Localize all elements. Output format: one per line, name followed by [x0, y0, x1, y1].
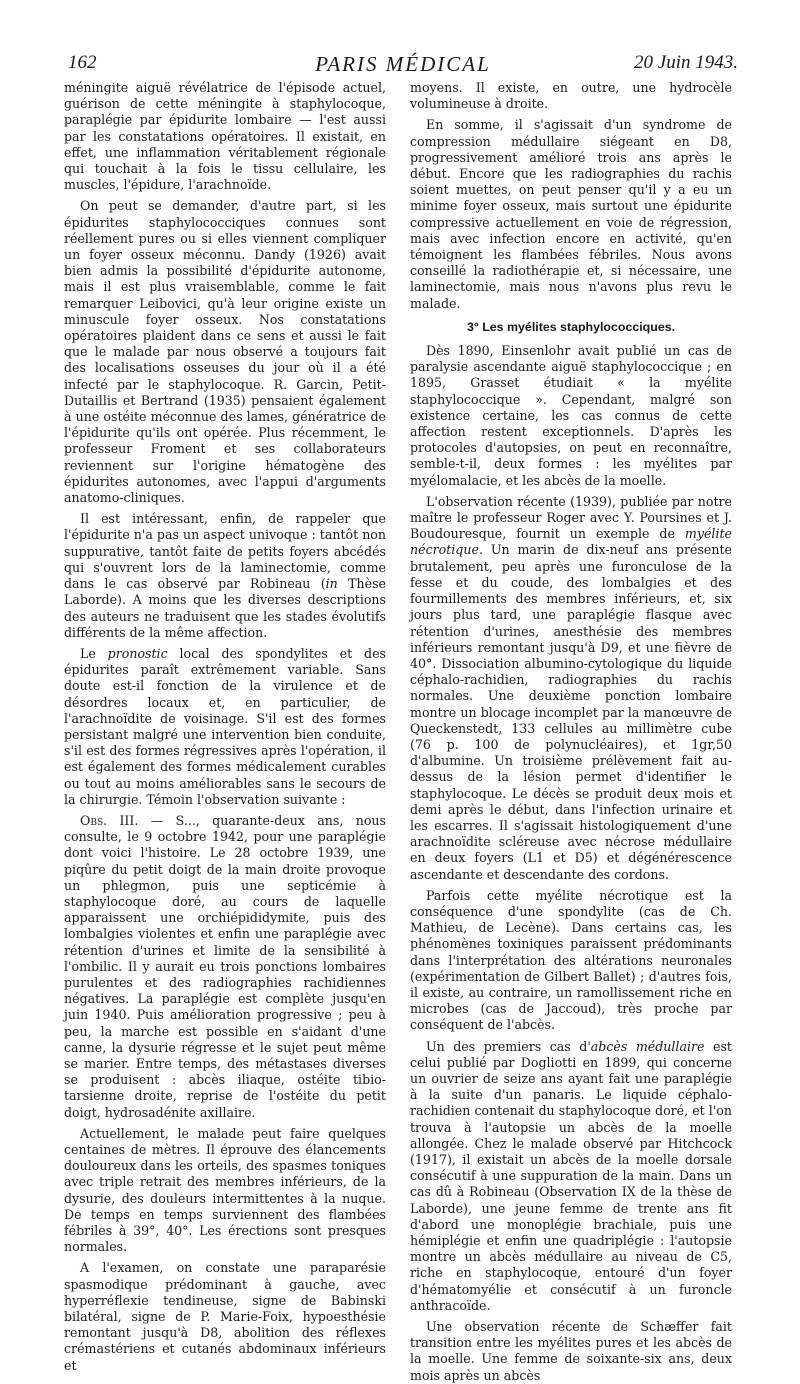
observation-paragraph: Obs. III. — S..., quarante-deux ans, nous consulte, le 9 octobre 1942, pour une paraplégie dont voici l'histoire. Le 28 octobre 1939, une piqûre du petit doigt de la main droite provoque un phlegmon, puis une septicémie à staphylocoque doré, au cours de laquelle apparaissent une orchiépididymite, puis des lombalgies violentes et enfin une paraplégie avec rétention d'urines et limite de la sensibilité à l'ombilic. Il y aurait eu trois ponctions lombaires purulentes et des radiographies rachidiennes négatives. La paraplégie est complète jusqu'en juin 1940. Puis amélioration progressive ; peu à peu, la marche est possible en s'aidant d'une canne, la dysurie régresse et le sujet peut même se marier. Entre temps, des métastases diverses se produisent : abcès iliaque, ostéite tibio-tarsienne droite, reprise de l'ostéite du petit doigt, hydrosadénite axillaire.	[64, 812, 386, 1120]
issue-date: 20 Juin 1943.	[634, 52, 738, 73]
paragraph: A l'examen, on constate une paraparésie spasmodique prédominant à gauche, avec hyperréflexie tendineuse, signe de Babinski bilatéral, signe de P. Marie-Foix, hypoesthésie remontant jusqu'à D8, abolition des réflexes crémastériens et cutanés abdominaux inférieurs et	[64, 1260, 386, 1373]
right-column	[410, 80, 732, 1383]
paragraph: On peut se demander, d'autre part, si les épidurites staphylococciques connues sont réellement pures ou si elles viennent compliquer un foyer osseux méconnu. Dandy (1926) avait bien admis la possibilité d'épidurite autonome, mais il est plus vraisemblable, comme le fait remarquer Leibovici, qu'à leur origine existe un minuscule foyer osseux. Nos constatations opératoires plaident dans ce sens et aussi le fait que le malade par nous observé a toujours fait des localisations osseuses du jour où il a été infecté par le staphylocoque. R. Garcin, Petit-Dutaillis et Bertrand (1935) pensaient également à une ostéite méconnue des lames, génératrice de l'épidurite qu'ils ont opérée. Plus récemment, le professeur Froment et ses collaborateurs reviennent sur l'origine hématogène des épidurites autonomes, avec l'appui d'arguments anatomo-cliniques.	[64, 198, 386, 506]
paragraph: Il est intéressant, enfin, de rappeler que l'épidurite n'a pas un aspect univoque : tantôt non suppurative, tantôt faite de petits foyers abcédés qui s'ouvrent lors de la laminectomie, comme dans le cas observé par Robineau (in Thèse Laborde). A moins que les diverses descriptions des auteurs ne traduisent que les stades évolutifs différents de la même affection.	[64, 511, 386, 640]
page-number: 162	[68, 52, 97, 73]
paragraph: Dès 1890, Einsenlohr avait publié un cas de paralysie ascendante aiguë staphylococcique ; en 1895, Grasset étudiait « la myélite staphylococcique ». Cependant, malgré son existence certaine, les cas connus de cette affection restent exceptionnels. D'après les protocoles d'autopsies, on peut en reconnaître, semble-t-il, deux formes : les myélites par myélomalacie, et les abcès de la moelle.	[410, 343, 732, 488]
paragraph: moyens. Il existe, en outre, une hydrocèle volumineuse à droite.	[410, 80, 732, 112]
paragraph: L'observation récente (1939), publiée par notre maître le professeur Roger avec Y. Poursines et J. Boudouresque, fournit un exemple de myélite nécrotique. Un marin de dix-neuf ans présente brutalement, peu après une furonculose de la fesse et du coude, des lombalgies et des fourmillements des membres inférieurs, et, six jours plus tard, une paraplégie flasque avec rétention d'urines, anesthésie des membres inférieurs remontant jusqu'à D9, et une fièvre de 40°. Dissociation albumino-cytologique du liquide céphalo-rachidien, radiographies du rachis normales. Une deuxième ponction lombaire montre un blocage incomplet par la manœuvre de Queckenstedt, 133 cellules au millimètre cube (76 p. 100 de polynucléaires), et 1gr,50 d'albumine. Un troisième prélèvement fait au-dessus de la lésion permet d'identifier le staphylocoque. Le décès se produit deux mois et demi après le début, dans l'infection urinaire et les escarres. Il s'agissait histologiquement d'une arachnoïdite scléreuse avec nécrose médullaire en deux foyers (L1 et D5) et dégénérescence ascendante et descendante des cordons.	[410, 493, 732, 882]
running-header	[68, 52, 738, 78]
paragraph: Un des premiers cas d'abcès médullaire est celui publié par Dogliotti en 1899, qui concerne un ouvrier de seize ans ayant fait une paraplégie à la suite d'un panaris. Le liquide céphalo-rachidien contenait du staphylocoque doré, et l'on trouva à l'autopsie un abcès de la moelle allongée. Chez le malade observé par Hitchcock (1917), il existait un abcès de la moelle dorsale consécutif à une suppuration de la main. Dans un cas dû à Robineau (Observation IX de la thèse de Laborde), une jeune femme de trente ans fit d'abord une monoplégie brachiale, puis une hémiplégie et enfin une quadriplégie : l'autopsie montre un abcès médullaire au niveau de C5, riche en staphylocoque, entouré d'un foyer d'hématomyélie et consécutif à un furoncle anthracoïde.	[410, 1038, 732, 1313]
paragraph: Parfois cette myélite nécrotique est la conséquence d'une spondylite (cas de Ch. Mathieu, de Lecène). Dans certains cas, les phénomènes toxiniques paraissent prédominants dans l'interprétation des altérations neuronales (expérimentation de Gilbert Ballet) ; d'autres fois, il existe, au contraire, un ramollissement riche en microbes (cas de Jaccoud), très proche par conséquent de l'abcès.	[410, 887, 732, 1033]
journal-title: PARIS MÉDICAL	[315, 52, 491, 76]
left-column	[64, 80, 386, 1373]
paragraph: Actuellement, le malade peut faire quelques centaines de mètres. Il éprouve des élancements douloureux dans les orteils, des spasmes toniques avec triple retrait des membres inférieurs, de la dysurie, des douleurs intermittentes à la nuque. De temps en temps surviennent des flambées fébriles à 39°, 40°. Les érections sont presques normales.	[64, 1125, 386, 1255]
section-heading: 3° Les myélites staphylococciques.	[466, 319, 676, 334]
paragraph: En somme, il s'agissait d'un syndrome de compression médullaire siégeant en D8, progressivement amélioré trois ans après le début. Encore que les radiographies du rachis soient muettes, on peut penser qu'il y a eu un minime foyer osseux, mais surtout une épidurite compressive actuellement en voie de régression, mais avec infection encore en activité, qu'en témoignent les flambées fébriles. Nous avons conseillé la radiothérapie et, si nécessaire, une laminectomie, mais nous n'avons plus revu le malade.	[410, 117, 732, 311]
paragraph: méningite aiguë révélatrice de l'épisode actuel, guérison de cette méningite à staphylocoque, paraplégie par épidurite lombaire — l'est aussi par les constatations opératoires. Il existait, en effet, une inflammation véritablement régionale qui touchait à la fois le tissu cellulaire, les muscles, l'épidure, l'arachnoïde.	[64, 80, 386, 193]
observation-label: Obs. III.	[80, 812, 139, 828]
paragraph: Une observation récente de Schæffer fait transition entre les myélites pures et les abcès de la moelle. Une femme de soixante-six ans, deux mois après un abcès	[410, 1319, 732, 1383]
paragraph: Le pronostic local des spondylites et des épidurites paraît extrêmement variable. Sans doute est-il fonction de la virulence et de désordres locaux et, en particulier, de l'arachnoïdite de voisinage. S'il est des formes persistant malgré une intervention bien conduite, s'il est des formes régressives après l'opération, il est également des formes médicalement curables ou tout au moins améliorables sans le secours de la chirurgie. Témoin l'observation suivante :	[64, 645, 386, 807]
